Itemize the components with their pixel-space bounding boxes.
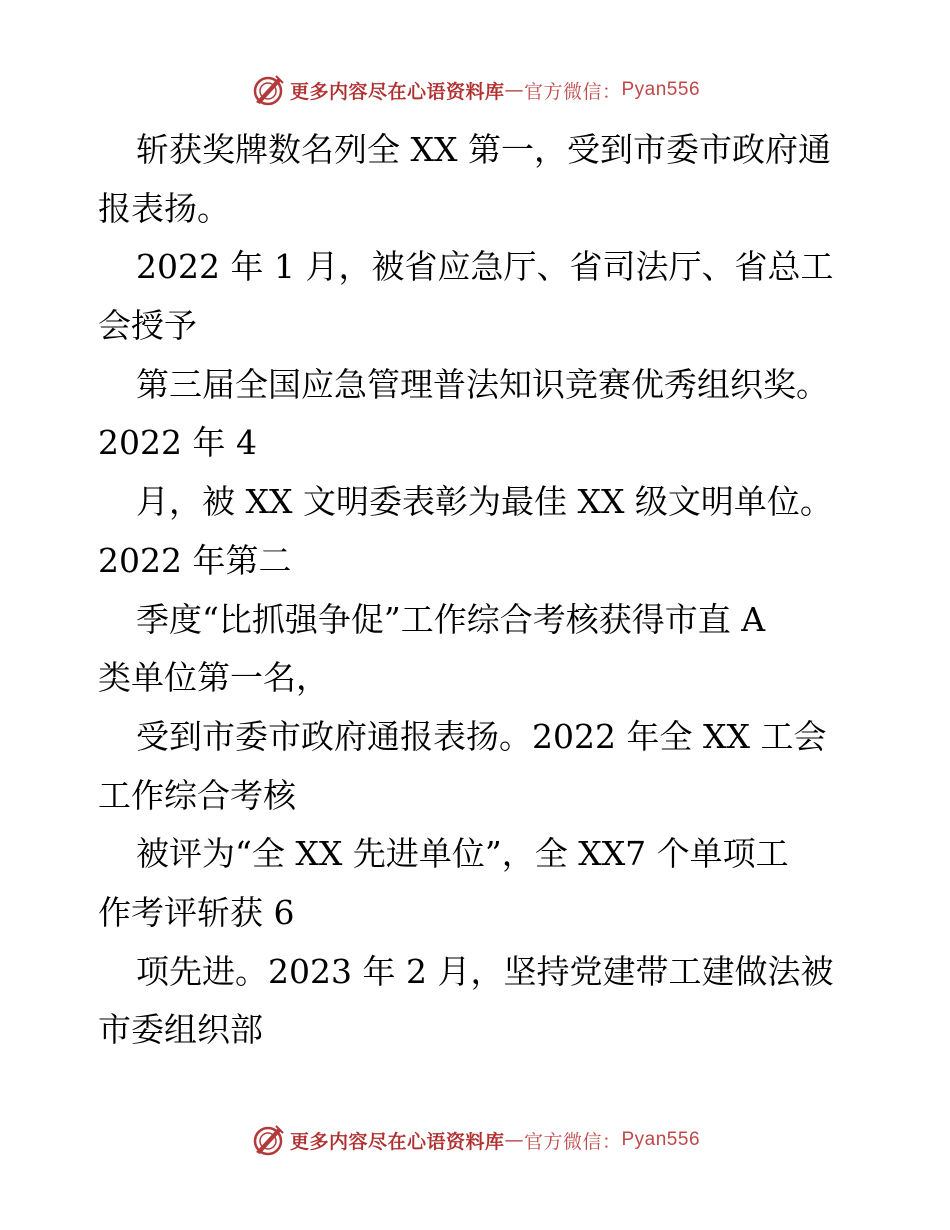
footer-watermark: [0, 1120, 950, 1160]
text-line: 被评为“全 XX 先进单位”，全 XX7 个单项工: [136, 834, 789, 874]
quill-seal-icon: [250, 72, 286, 108]
text-line: 市委组织部: [98, 1010, 263, 1050]
text-line: 报表扬。: [98, 188, 230, 228]
text-line: 2022 年 1 月，被省应急厅、省司法厅、省总工: [136, 247, 834, 287]
text-line: 项先进。2023 年 2 月，坚持党建带工建做法被: [136, 951, 834, 991]
watermark-wechat-id: Pyan556: [621, 79, 701, 100]
text-line: 受到市委市政府通报表扬。2022 年全 XX 工会: [136, 716, 827, 756]
text-line: 会授予: [98, 306, 197, 346]
watermark-main-text: 更多内容尽在心语资料库: [289, 1130, 505, 1153]
watermark-tail-text: 官方微信：: [523, 81, 622, 103]
header-watermark: [0, 70, 950, 110]
watermark-main-text: 更多内容尽在心语资料库: [289, 80, 505, 103]
watermark-separator: —: [504, 79, 524, 101]
quill-seal-icon: [250, 1122, 286, 1158]
document-body: [98, 121, 858, 1060]
text-line: 季度“比抓强争促”工作综合考核获得市直 A: [136, 599, 766, 639]
text-line: 月，被 XX 文明委表彰为最佳 XX 级文明单位。: [136, 482, 833, 522]
text-line: 工作综合考核: [98, 775, 296, 815]
text-line: 作考评斩获 6: [98, 892, 295, 932]
text-line: 斩获奖牌数名列全 XX 第一，受到市委市政府通: [136, 130, 831, 169]
text-line: 2022 年 4: [98, 423, 257, 463]
watermark-separator: —: [504, 1129, 524, 1151]
text-line: 类单位第一名，: [98, 658, 329, 698]
watermark-tail-text: 官方微信：: [523, 1131, 622, 1153]
text-line: 第三届全国应急管理普法知识竞赛优秀组织奖。: [136, 364, 829, 404]
text-line: 2022 年第二: [98, 540, 292, 580]
watermark-wechat-id: Pyan556: [621, 1129, 701, 1150]
